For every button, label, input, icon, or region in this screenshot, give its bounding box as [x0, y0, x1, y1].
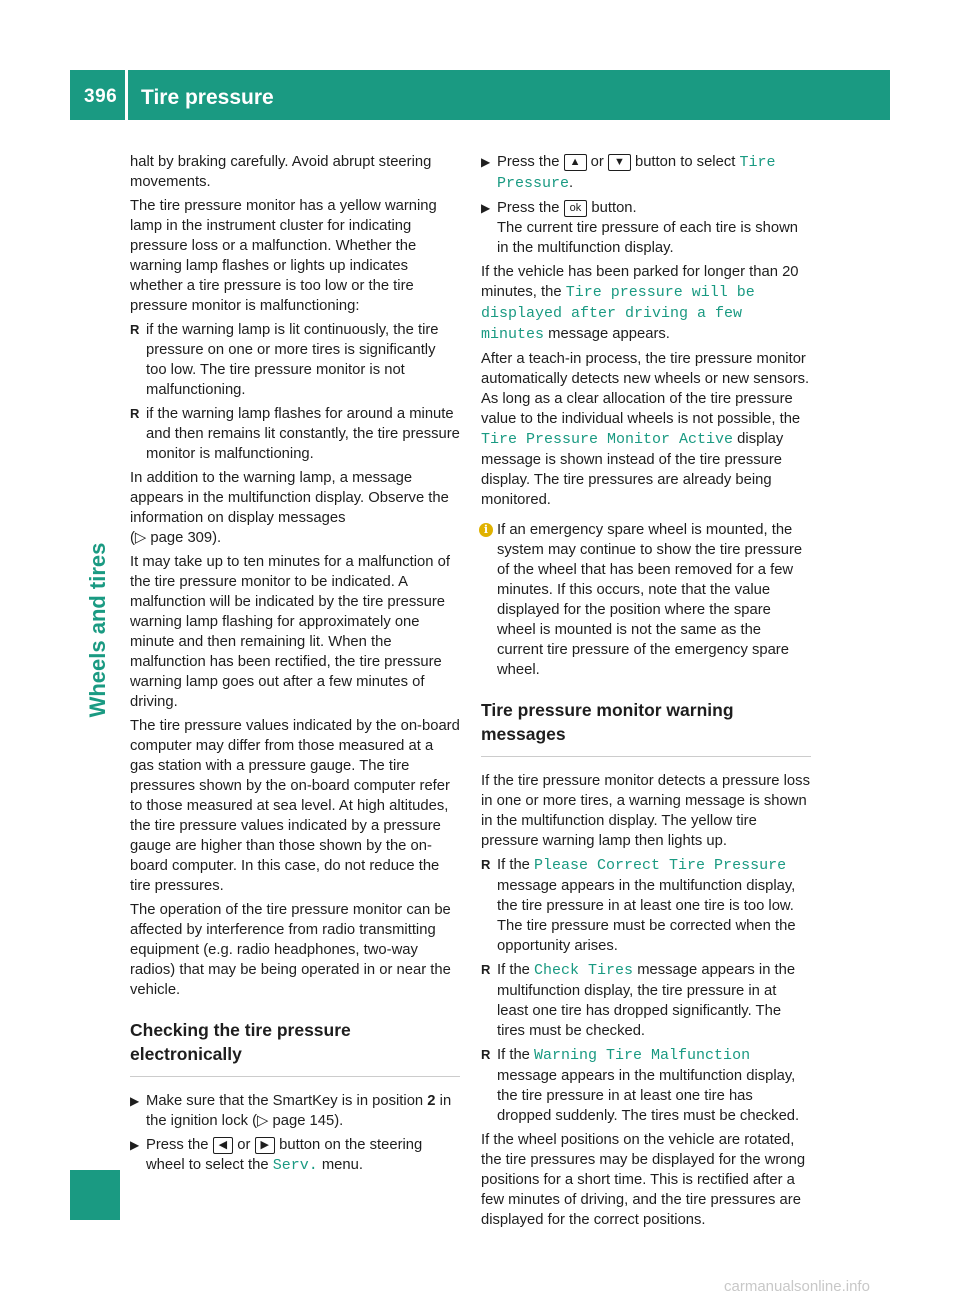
step-arrow-icon: ▶ — [481, 201, 491, 215]
side-marker-block — [70, 1170, 120, 1220]
page-reference-link[interactable]: (▷ page 309). — [130, 530, 222, 546]
paragraph: The tire pressure monitor has a yellow warning lamp in the instrument cluster for indicating pressure loss or a malfunction. Whether the warning lamp flashes or lights up indicates whether a tire pressure is too low or the tire pressure monitor is malfunctioning: — [130, 198, 437, 314]
list-item: R if the warning lamp is lit continuously, the tire pressure on one or more tires is significantly too low. The tire pressure monitor is not malfunctioning. — [130, 322, 439, 398]
paragraph: If the vehicle has been parked for longer than 20 minutes, the Tire pressure will be displayed after driving a few minutes message appears. — [481, 264, 799, 343]
display-text: Tire pressure will be displayed after driving a few minutes — [481, 284, 755, 343]
list-item: R if the warning lamp flashes for around a minute and then remains lit constantly, the tire pressure monitor is malfunctioning. — [130, 406, 460, 462]
display-text: Please Correct Tire Pressure — [534, 857, 787, 874]
bullet-icon: R — [130, 406, 140, 421]
page-title: Tire pressure — [141, 86, 274, 109]
left-arrow-key-icon: ◀ — [213, 1137, 233, 1154]
page-number: 396 — [84, 86, 118, 107]
down-arrow-key-icon: ▼ — [608, 154, 631, 171]
bullet-icon: R — [481, 1047, 491, 1062]
paragraph: After a teach-in process, the tire pressure monitor automatically detects new wheels or new sensors. As long as a clear allocation of the tire pressure value to the individual wheels is not possible, the Tire Pressure Monitor Active display message is shown instead of the tire pressure display. The tire pressures are already being monitored. — [481, 351, 810, 508]
section-heading: Checking the tire pressure electronically — [130, 1018, 460, 1077]
section-side-tab: Wheels and tires — [85, 542, 110, 718]
list-item: R If the Check Tires message appears in the multifunction display, the tire pressure in at least one tire has dropped significantly. The tires must be checked. — [481, 962, 796, 1039]
paragraph: In addition to the warning lamp, a message appears in the multifunction display. Observe the information on display messages (▷ page 309). — [130, 470, 449, 546]
right-arrow-key-icon: ▶ — [255, 1137, 275, 1154]
bullet-icon: R — [481, 962, 491, 977]
up-arrow-key-icon: ▲ — [564, 154, 587, 171]
display-text: Tire Pressure Monitor Active — [481, 431, 734, 448]
paragraph: The operation of the tire pressure monitor can be affected by interference from radio transmitting equipment (e.g. radio headphones, two-way radios) that may be being operated in or near the vehicle. — [130, 902, 451, 998]
paragraph: The tire pressure values indicated by the on-board computer may differ from those measured at a gas station with a pressure gauge. The tire pressures shown by the on-board computer refer to those measured at sea level. At high altitudes, the tire pressure values indicated by a pressure gauge are higher than those shown by the on-board computer. In this case, do not reduce the tire pressures. — [130, 718, 460, 894]
step-arrow-icon: ▶ — [130, 1138, 140, 1152]
right-column — [481, 152, 811, 1234]
instruction-step: ▶ Press the ◀ or ▶ button on the steering wheel to select the Serv. menu. — [130, 1137, 423, 1174]
display-text: Tire Pressure — [497, 154, 776, 192]
paragraph: If the tire pressure monitor detects a pressure loss in one or more tires, a warning message is shown in the multifunction display. The yellow tire pressure warning lamp then lights up. — [481, 773, 810, 849]
section-heading: Tire pressure monitor warning messages — [481, 698, 811, 757]
info-note: i If an emergency spare wheel is mounted, the system may continue to show the tire pressure of the wheel that has been removed for a few minutes. If this occurs, note that the value displayed for the position where the spare wheel is mounted is not the same as the current tire pressure of the emergency spare wheel. — [481, 520, 811, 680]
info-icon: i — [479, 523, 493, 537]
left-column — [130, 152, 460, 1180]
step-arrow-icon: ▶ — [481, 155, 491, 169]
list-item: R If the Please Correct Tire Pressure message appears in the multifunction display, the tire pressure in at least one tire is too low. The tire pressure must be corrected when the opportunity arises. — [481, 857, 796, 954]
instruction-step: ▶ Press the ok button. The current tire pressure of each tire is shown in the multifunction display. — [481, 200, 799, 256]
display-text: Serv. — [272, 1157, 318, 1174]
header-divider — [125, 70, 128, 120]
bullet-icon: R — [481, 857, 491, 872]
paragraph: halt by braking carefully. Avoid abrupt steering movements. — [130, 154, 432, 190]
display-text: Check Tires — [534, 962, 634, 979]
paragraph: If the wheel positions on the vehicle are rotated, the tire pressures may be displayed for the wrong positions for a short time. This is rectified after a few minutes of driving, and the tire pressures are displayed for the correct positions. — [481, 1132, 806, 1228]
bullet-icon: R — [130, 322, 140, 337]
instruction-step: ▶ Press the ▲ or ▼ button to select Tire Pressure. — [481, 154, 776, 192]
watermark: carmanualsonline.info — [724, 1278, 870, 1295]
display-text: Warning Tire Malfunction — [534, 1047, 751, 1064]
instruction-step: ▶ Make sure that the SmartKey is in position 2 in the ignition lock (▷ page 145). — [130, 1093, 452, 1129]
list-item: R If the Warning Tire Malfunction message appears in the multifunction display, the tire pressure in at least one tire has dropped suddenly. The tires must be checked. — [481, 1047, 800, 1124]
step-arrow-icon: ▶ — [130, 1094, 140, 1108]
ok-key-icon: ok — [564, 200, 588, 217]
paragraph: It may take up to ten minutes for a malfunction of the tire pressure monitor to be indicated. A malfunction will be indicated by the tire pressure warning lamp flashing for approximately one minute and then remaining lit. When the malfunction has been rectified, the tire pressure warning lamp goes out after a few minutes of driving. — [130, 554, 450, 710]
